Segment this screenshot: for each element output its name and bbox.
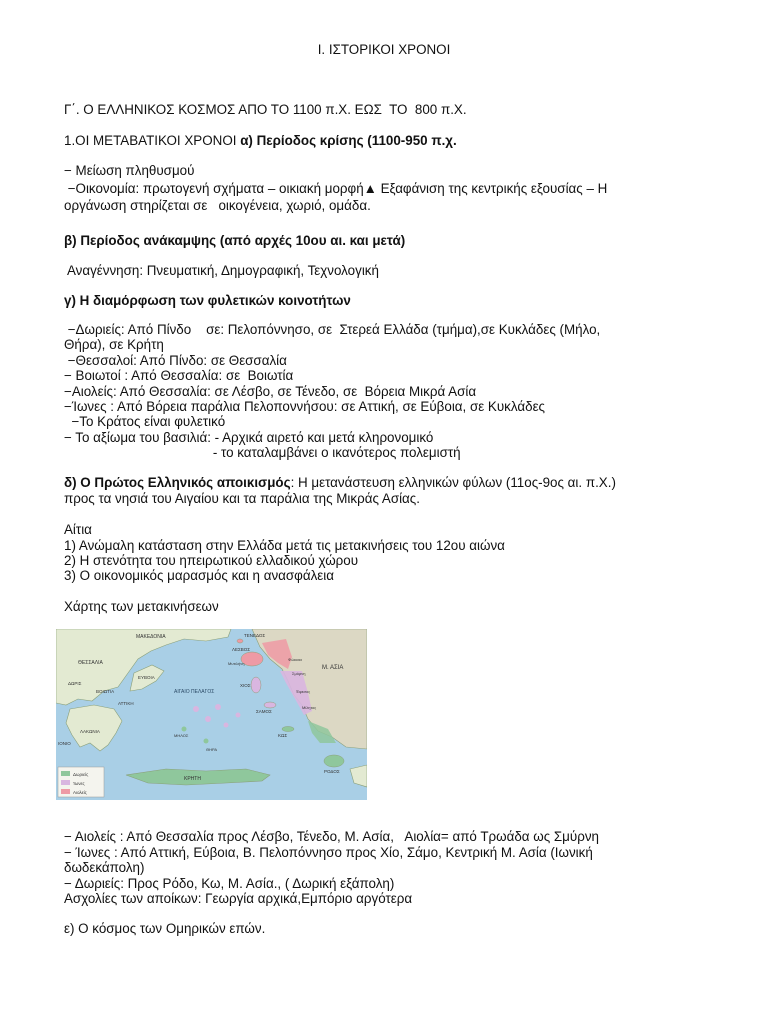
after-map-line: δωδεκάπολη) <box>64 860 145 875</box>
tribes-line: − Βοιωτοί : Από Θεσσαλία: σε Βοιωτία <box>64 368 294 383</box>
map-label: ΡΟΔΟΣ <box>324 769 340 774</box>
legend-label: Δωριείς <box>73 772 89 777</box>
map-cyclades <box>204 739 209 744</box>
page-title: Ι. ΙΣΤΟΡΙΚΟΙ ΧΡΟΝΟΙ <box>317 42 451 57</box>
map-label: ΚΩΣ <box>278 733 288 738</box>
homeric-heading: ε) Ο κόσμος των Ομηρικών επών. <box>64 921 266 936</box>
tribes-heading: γ) Η διαμόρφωση των φυλετικών κοινοτήτων <box>64 293 351 308</box>
colonization-heading: δ) Ο Πρώτος Ελληνικός αποικισμός <box>64 475 291 490</box>
map-cyclades <box>215 704 221 710</box>
tribes-line: −Δωριείς: Από Πίνδο σε: Πελοπόννησο, σε Στερεά Ελλάδα (τμήμα),σε Κυκλάδες (Μήλο, <box>64 322 601 337</box>
tribes-line: −Θεσσαλοί: Από Πίνδο: σε Θεσσαλία <box>64 353 287 368</box>
colonization-text: : Η μετανάστευση ελληνικών φύλων (11ος-9ος αι. π.Χ.) <box>290 475 616 490</box>
map-rhodes <box>324 755 344 767</box>
tribes-line: - το καταλαμβάνει ο ικανότερος πολεμιστή <box>64 445 461 460</box>
crisis-line: −Οικονομία: πρωτογενή σχήματα – οικιακή μορφή▲ Εξαφάνιση της κεντρικής εξουσίας – Η <box>64 181 608 196</box>
map-label: ΣΑΜΟΣ <box>256 709 272 714</box>
cause-item: 2) Η στενότητα του ηπειρωτικού ελλαδικού χώρου <box>64 553 359 568</box>
map-label: ΒΟΙΩΤΙΑ <box>96 689 115 694</box>
tribes-line: Θήρα), σε Κρήτη <box>64 337 164 352</box>
map-kos <box>282 727 294 732</box>
map-cyclades <box>193 706 199 712</box>
tribes-line: −Αιολείς: Από Θεσσαλία: σε Λέσβο, σε Τένεδο, σε Βόρεια Μικρά Ασία <box>64 384 477 399</box>
after-map-line: − Δωριείς: Προς Ρόδο, Κω, Μ. Ασία., ( Δωρική εξάπολη) <box>64 876 395 891</box>
map-caption: Χάρτης των μετακινήσεων <box>64 599 219 614</box>
map-label: ΑΤΤΙΚΗ <box>118 701 134 706</box>
map-label: ΚΡΗΤΗ <box>184 776 201 782</box>
causes-label: Αίτια <box>64 522 92 537</box>
map-label: ΜΗΛΟΣ <box>174 733 189 738</box>
crisis-line: οργάνωση στηρίζεται σε οικογένεια, χωριό, ομάδα. <box>64 198 371 213</box>
map-label: ΛΑΚΩΝΙΑ <box>80 729 100 734</box>
crisis-line: − Μείωση πληθυσμού <box>64 163 195 178</box>
crisis-heading: α) Περίοδος κρίσης (1100-950 π.χ. <box>240 133 457 148</box>
map-label: ΕΥΒΟΙΑ <box>138 675 155 680</box>
map-label: ΛΕΣΒΟΣ <box>232 647 251 652</box>
migration-map <box>56 629 367 800</box>
map-chios <box>251 677 261 693</box>
transition-prefix: 1.ΟΙ ΜΕΤΑΒΑΤΙΚΟΙ ΧΡΟΝΟΙ <box>64 133 241 148</box>
map-label: Μυτιλήνη <box>228 661 245 666</box>
recovery-heading: β) Περίοδος ανάκαμψης (από αρχές 10ου αι. και μετά) <box>64 233 406 248</box>
transition-heading <box>64 133 457 149</box>
legend-swatch-aeolian <box>61 789 70 794</box>
map-cyclades <box>182 727 187 732</box>
map-label: ΜΑΚΕΔΟΝΙΑ <box>136 634 166 640</box>
legend-swatch-ionian <box>61 780 70 785</box>
recovery-text: Αναγέννηση: Πνευματική, Δημογραφική, Τεχνολογική <box>64 263 379 278</box>
map-label: Μίλητος <box>302 705 317 710</box>
tribes-line: − Το αξίωμα του βασιλιά: - Αρχικά αιρετό και μετά κληρονομικό <box>64 430 434 445</box>
map-label: ΙΟΝΙΟ <box>58 741 71 746</box>
tribes-line: −Το Κράτος είναι φυλετικό <box>64 414 226 429</box>
map-label: ΔΩΡΙΣ <box>68 681 82 686</box>
legend-label: Αιολείς <box>73 790 87 795</box>
map-cyclades <box>205 716 211 722</box>
section-heading: Γ΄. Ο ΕΛΛΗΝΙΚΟΣ ΚΟΣΜΟΣ ΑΠΟ ΤΟ 1100 π.Χ. ΕΩΣ ΤΟ 800 π.Χ. <box>64 102 467 117</box>
cause-item: 1) Ανώμαλη κατάσταση στην Ελλάδα μετά τις μετακινήσεις του 12ου αιώνα <box>64 538 505 553</box>
tribes-line: −Ίωνες : Από Βόρεια παράλια Πελοποννήσου: σε Αττική, σε Εύβοια, σε Κυκλάδες <box>64 399 545 414</box>
map-label: Σμύρνη <box>292 671 306 676</box>
map-label: Μ. ΑΣΙΑ <box>322 665 344 671</box>
map-label: ΘΕΣΣΑΛΙΑ <box>78 660 103 666</box>
colonization-text-2: προς τα νησιά του Αιγαίου και τα παράλια της Μικράς Ασίας. <box>64 491 420 506</box>
map-cyclades <box>236 713 241 718</box>
after-map-line: Ασχολίες των αποίκων: Γεωργία αρχικά,Εμπόριο αργότερα <box>64 891 413 906</box>
map-label: Φώκαια <box>288 657 302 662</box>
map-label: ΘΗΡΑ <box>206 747 218 752</box>
map-tenedos <box>237 639 243 643</box>
legend-swatch-dorian <box>61 771 70 776</box>
map-samos <box>264 702 276 708</box>
colonization-paragraph <box>64 475 616 491</box>
map-cyclades <box>224 723 229 728</box>
map-label: ΧΙΟΣ <box>240 683 251 688</box>
map-label: ΑΙΓΑΙΟ ΠΕΛΑΓΟΣ <box>174 689 215 695</box>
map-label: Έφεσος <box>296 689 311 694</box>
map-label: ΤΕΝΕΔΟΣ <box>244 633 266 638</box>
legend-label: Ίωνες <box>73 781 85 786</box>
cause-item: 3) Ο οικονομικός μαρασμός και η ανασφάλεια <box>64 568 334 583</box>
after-map-line: − Ίωνες : Από Αττική, Εύβοια, Β. Πελοπόννησο προς Χίο, Σάμο, Κεντρική Μ. Ασία (Ιωνική <box>64 845 593 860</box>
after-map-line: − Αιολείς : Από Θεσσαλία προς Λέσβο, Τένεδο, Μ. Ασία, Αιολία= από Τρωάδα ως Σμύρνη <box>64 829 599 844</box>
